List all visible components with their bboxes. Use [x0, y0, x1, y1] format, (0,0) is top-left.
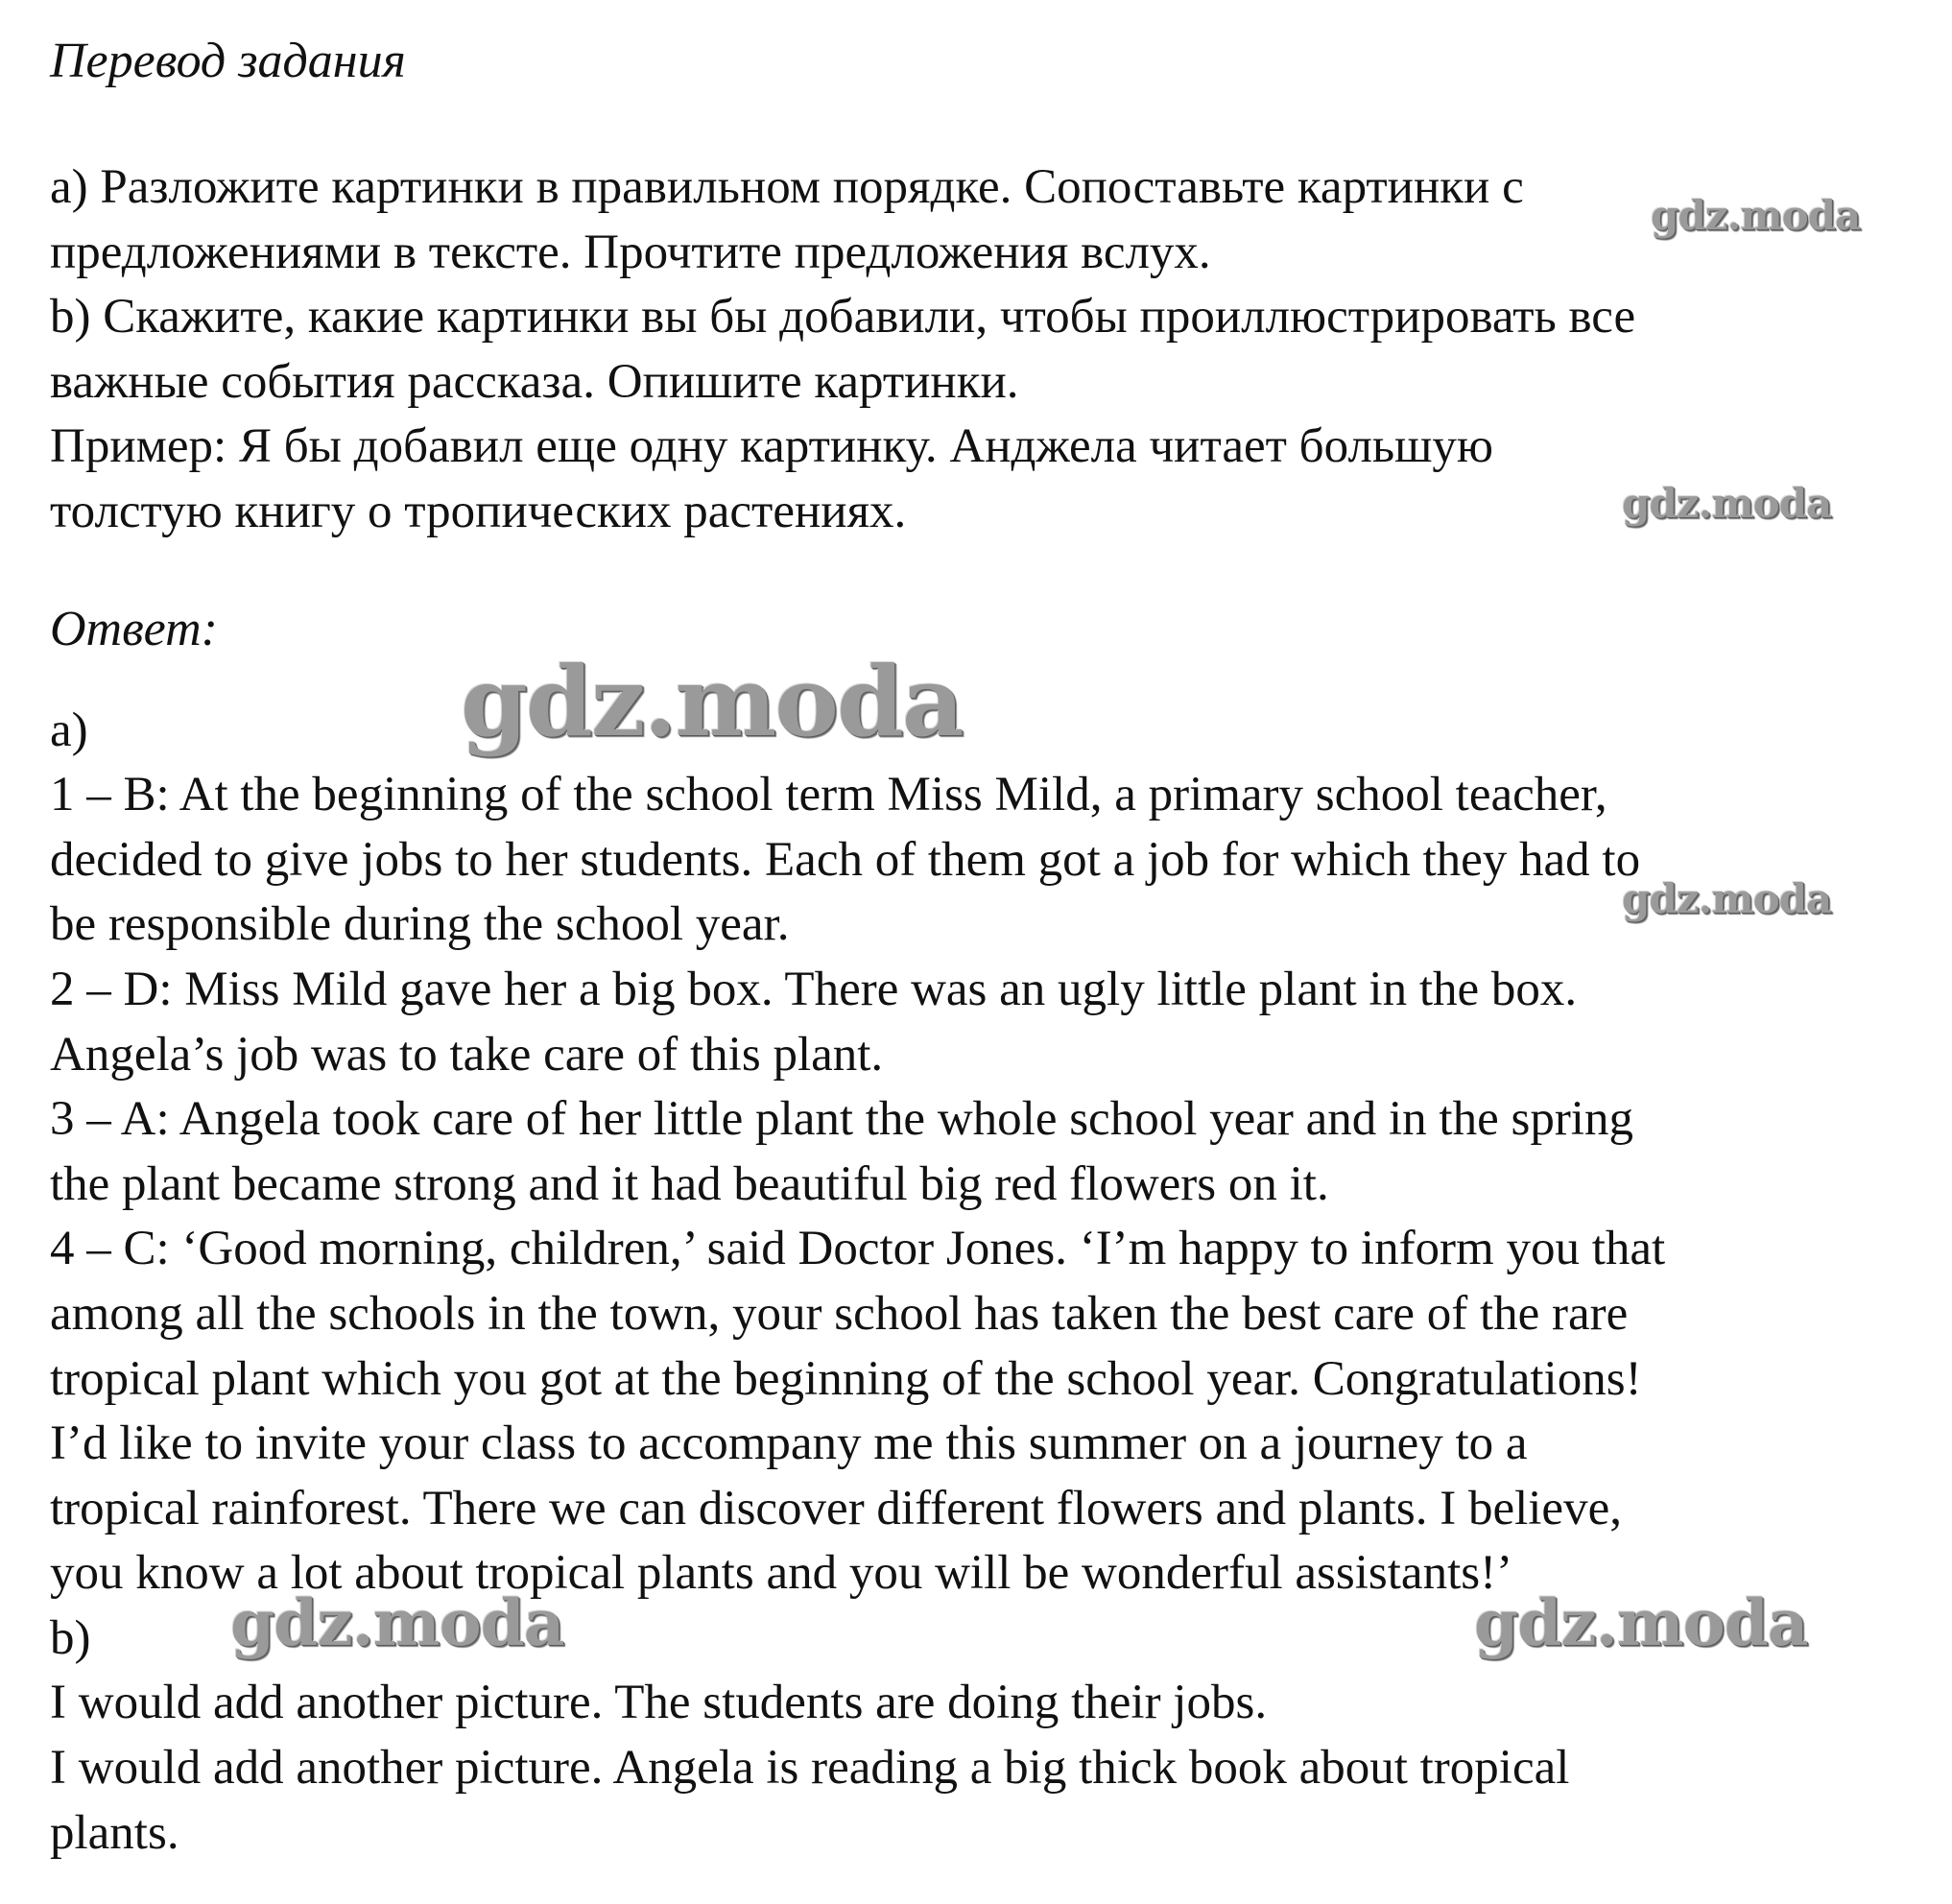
answer-line: 1 – B: At the beginning of the school term Miss Mild, a primary school teacher,: [50, 768, 1607, 822]
task-line: толстую книгу о тропических растениях.: [50, 484, 907, 538]
answer-heading: Ответ:: [50, 601, 218, 656]
watermark: gdz.moda: [1622, 875, 1832, 922]
answer-text: [50, 699, 1931, 1867]
answer-line: tropical plant which you got at the beginning of the school year. Congratulations!: [50, 1351, 1642, 1406]
task-heading: Перевод задания: [50, 34, 406, 88]
answer-line: a): [50, 702, 88, 757]
answer-line: I would add another picture. The students are doing their jobs.: [50, 1676, 1268, 1730]
answer-line: plants.: [50, 1805, 179, 1860]
answer-line: you know a lot about tropical plants and you will be wonderful assistants!’: [50, 1546, 1513, 1601]
answer-line: 4 – C: ‘Good morning, children,’ said Doctor Jones. ‘I’m happy to inform you that: [50, 1222, 1666, 1276]
task-line: a) Разложите картинки в правильном порядке. Сопоставьте картинки с: [50, 160, 1524, 214]
watermark: gdz.moda: [230, 1585, 564, 1660]
answer-line: 2 – D: Miss Mild gave her a big box. There was an ugly little plant in the box.: [50, 962, 1578, 1016]
task-text: [50, 155, 1931, 545]
answer-line: I’d like to invite your class to accompany me this summer on a journey to a: [50, 1416, 1528, 1471]
answer-line: 3 – A: Angela took care of her little plant the whole school year and in the spring: [50, 1092, 1633, 1147]
document-page: [50, 29, 1931, 1866]
task-line: предложениями в тексте. Прочтите предложения вслух.: [50, 225, 1211, 279]
answer-line: decided to give jobs to her students. Each of them got a job for which they had to: [50, 832, 1641, 887]
answer-line: Angela’s job was to take care of this plant.: [50, 1027, 884, 1082]
watermark: gdz.moda: [461, 645, 963, 758]
answer-line: the plant became strong and it had beautiful big red flowers on it.: [50, 1156, 1329, 1211]
answer-line: I would add another picture. Angela is reading a big thick book about tropical: [50, 1741, 1570, 1796]
watermark: gdz.moda: [1474, 1585, 1808, 1660]
answer-line: tropical rainforest. There we can discover different flowers and plants. I believe,: [50, 1481, 1622, 1535]
task-line: b) Скажите, какие картинки вы бы добавили, чтобы проиллюстрировать все: [50, 290, 1636, 345]
task-line: Пример: Я бы добавил еще одну картинку. Анджела читает большую: [50, 419, 1494, 474]
answer-line: b): [50, 1610, 91, 1665]
answer-line: be responsible during the school year.: [50, 897, 790, 952]
task-line: важные события рассказа. Опишите картинки.: [50, 354, 1019, 409]
watermark: gdz.moda: [1651, 192, 1861, 239]
answer-line: among all the schools in the town, your school has taken the best care of the rare: [50, 1286, 1629, 1341]
watermark: gdz.moda: [1622, 480, 1832, 527]
